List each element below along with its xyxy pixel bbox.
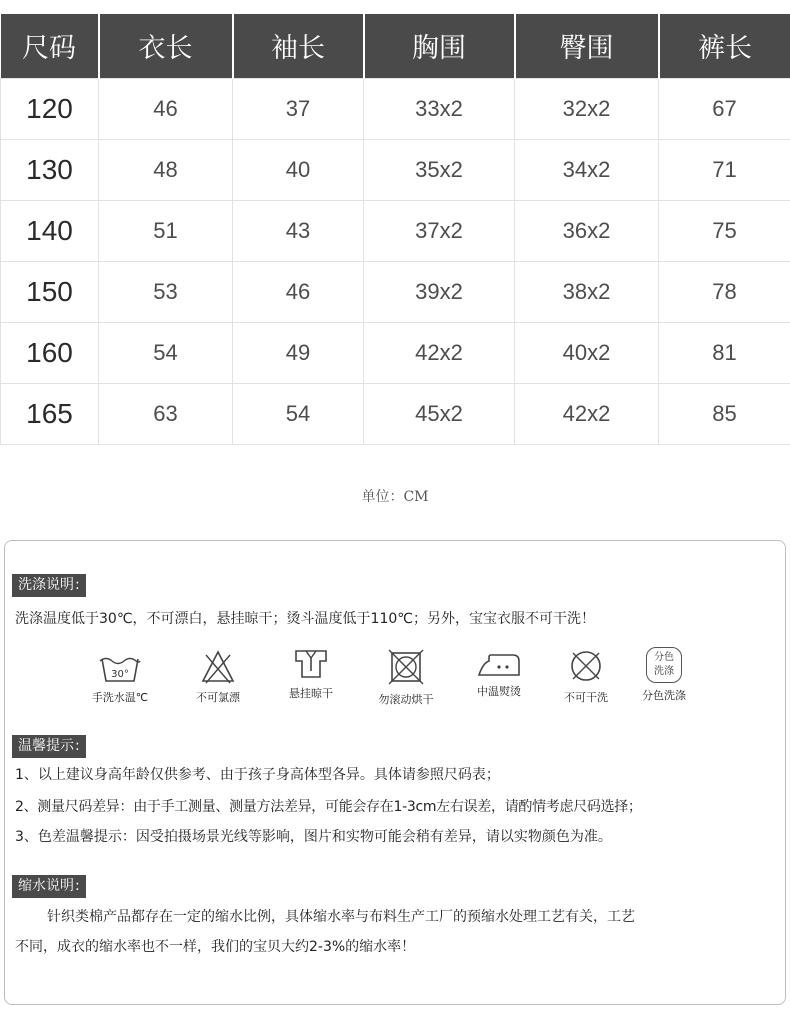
table-cell: 35x2 [364, 139, 515, 200]
no-bleach-icon [200, 649, 236, 685]
size-cell: 120 [1, 78, 99, 139]
wash-separately-badge-top: 分色 [654, 652, 674, 663]
table-cell: 34x2 [515, 139, 659, 200]
table-row [1, 322, 790, 383]
hand-wash-label: 手洗水温℃ [91, 691, 149, 704]
table-cell: 48 [99, 139, 233, 200]
header-size: 尺码 [1, 14, 99, 78]
tips-line-1: 1、以上建议身高年龄仅供参考、由于孩子身高体型各异。具体请参照尺码表； [15, 767, 500, 783]
tips-line-3: 3、色差温馨提示：因受拍摄场景光线等影响，图片和实物可能会稍有差异，请以实物颜色为准。 [15, 829, 612, 845]
table-row [1, 261, 790, 322]
table-cell: 37x2 [364, 200, 515, 261]
shrink-line-1: 针织类棉产品都存在一定的缩水比例，具体缩水率与布料生产工厂的预缩水处理工艺有关，工艺 [47, 909, 635, 925]
table-cell: 85 [659, 383, 790, 444]
table-cell: 40x2 [515, 322, 659, 383]
hang-dry-icon [292, 647, 330, 681]
iron-medium-item [456, 651, 542, 699]
hand-wash-icon [98, 653, 142, 685]
size-cell: 165 [1, 383, 99, 444]
table-row [1, 139, 790, 200]
wash-title-tag [12, 574, 86, 597]
shrink-line-2: 不同，成衣的缩水率也不一样，我们的宝贝大约2-3%的缩水率！ [15, 939, 416, 955]
table-cell: 42x2 [364, 322, 515, 383]
table-cell: 46 [233, 261, 364, 322]
tips-title: 温馨提示 [18, 738, 74, 754]
table-cell: 42x2 [515, 383, 659, 444]
table-cell: 32x2 [515, 78, 659, 139]
table-cell: 81 [659, 322, 790, 383]
table-row [1, 78, 790, 139]
table-cell: 36x2 [515, 200, 659, 261]
size-cell: 130 [1, 139, 99, 200]
table-cell: 54 [99, 322, 233, 383]
no-bleach-item [175, 649, 261, 705]
no-dry-clean-icon [567, 647, 605, 685]
table-cell: 43 [233, 200, 364, 261]
no-tumble-dry-label: 勿滚动烘干 [378, 693, 434, 706]
table-row [1, 383, 790, 444]
table-cell: 49 [233, 322, 364, 383]
size-cell: 150 [1, 261, 99, 322]
header-hip: 臀围 [515, 14, 659, 78]
table-cell: 40 [233, 139, 364, 200]
shrink-title-tag [12, 875, 86, 898]
hang-dry-item [268, 647, 354, 701]
no-dry-clean-label: 不可干洗 [564, 691, 608, 704]
no-tumble-dry-icon [386, 647, 426, 687]
wash-title-colon: : [75, 577, 80, 593]
table-cell: 37 [233, 78, 364, 139]
hang-dry-label: 悬挂晾干 [289, 687, 333, 700]
table-cell: 45x2 [364, 383, 515, 444]
size-cell: 140 [1, 200, 99, 261]
table-cell: 53 [99, 261, 233, 322]
table-cell: 67 [659, 78, 790, 139]
header-sleeve: 袖长 [233, 14, 364, 78]
unit-note: 单位：CM [361, 489, 429, 505]
tips-title-tag [12, 735, 86, 758]
size-cell: 160 [1, 322, 99, 383]
tips-title-colon: : [75, 738, 80, 754]
wash-separately-label: 分色洗涤 [642, 689, 686, 702]
table-cell: 33x2 [364, 78, 515, 139]
shrink-title-colon: : [75, 878, 80, 894]
header-pants-length: 裤长 [659, 14, 790, 78]
care-info-box [4, 540, 786, 1005]
header-length: 衣长 [99, 14, 233, 78]
table-cell: 71 [659, 139, 790, 200]
hand-wash-item [77, 653, 163, 705]
wash-description: 洗涤温度低于30℃，不可漂白，悬挂晾干；烫斗温度低于110℃；另外，宝宝衣服不可干洗！ [15, 611, 595, 627]
no-dry-clean-item [543, 647, 629, 705]
no-bleach-label: 不可氯漂 [196, 691, 240, 704]
wash-title: 洗涤说明 [18, 577, 74, 593]
iron-medium-icon [475, 651, 523, 679]
size-chart-header-row [1, 14, 790, 78]
no-tumble-dry-item [363, 647, 449, 707]
table-cell: 78 [659, 261, 790, 322]
wash-separately-icon [646, 647, 682, 683]
size-chart-table [0, 14, 790, 445]
table-row [1, 200, 790, 261]
table-cell: 39x2 [364, 261, 515, 322]
table-cell: 51 [99, 200, 233, 261]
hand-wash-temp: 30° [111, 669, 129, 680]
shrink-title: 缩水说明 [18, 878, 74, 894]
iron-medium-label: 中温熨烫 [477, 685, 521, 698]
wash-separately-badge-bottom: 洗涤 [654, 666, 674, 677]
table-cell: 38x2 [515, 261, 659, 322]
wash-separately-item [621, 647, 707, 703]
table-cell: 63 [99, 383, 233, 444]
header-chest: 胸围 [364, 14, 515, 78]
tips-line-2: 2、测量尺码差异：由于手工测量、测量方法差异，可能会存在1-3cm左右误差，请酌情考虑尺码选择； [15, 799, 642, 815]
table-cell: 75 [659, 200, 790, 261]
table-cell: 46 [99, 78, 233, 139]
table-cell: 54 [233, 383, 364, 444]
